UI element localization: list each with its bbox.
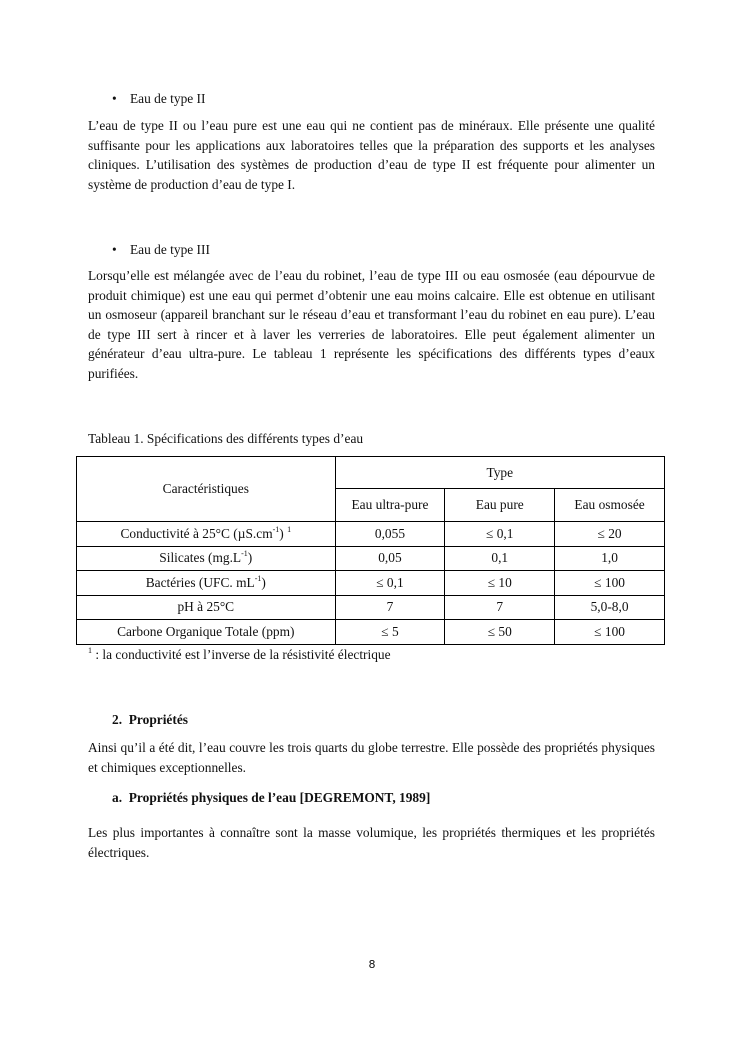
heading-title: Propriétés [128,712,188,727]
bullet-type-iii [112,242,210,258]
heading-proprietes [112,712,188,728]
cell-value: ≤ 100 [555,620,665,645]
row-label: Carbone Organique Totale (ppm) [77,620,336,645]
table-header-row [77,457,665,489]
heading-proprietes-physiques [112,790,430,806]
cell-value: ≤ 50 [445,620,555,645]
table-row [77,595,665,620]
bullet-dot: • [112,91,117,106]
row-label: Silicates $(mg.L^{-1})$ [77,546,336,571]
cell-value: ≤ 20 [555,522,665,547]
paragraph-proprietes-physiques: Les plus importantes à connaître sont la masse volumique, les propriétés thermiques et les propriétés électriques. [88,825,655,860]
cell-value: ≤ 0,1 [445,522,555,547]
page-number: 8 [368,958,376,971]
cell-value: 7 [335,595,445,620]
cell-value: 5,0-8,0 [555,595,665,620]
footnote-text: : la conductivité est l’inverse de la résistivité électrique [92,647,391,662]
bullet-type-ii-label: Eau de type II [130,91,206,106]
cell-value: ≤ 5 [335,620,445,645]
footnote-mark: 1 [88,646,92,655]
table-row [77,546,665,571]
cell-value: ≤ 10 [445,571,555,596]
specifications-table [76,456,665,645]
cell-value: 7 [445,595,555,620]
heading-letter: a. [112,790,123,805]
bullet-dot: • [112,242,117,257]
header-pure: Eau pure [445,489,555,522]
heading-title: Propriétés physiques de l’eau [DEGREMONT, 1989] [128,790,431,805]
row-label: Conductivité à 25°C $(\mu S.cm^{-1})$ $^1$ [77,522,336,547]
row-label: Bactéries (UFC. $mL^{-1}$) [77,571,336,596]
cell-value: 1,0 [555,546,665,571]
table-row [77,620,665,645]
paragraph-type-ii: L’eau de type II ou l’eau pure est une eau qui ne contient pas de minéraux. Elle présente une qualité suffisante pour les applications aux laboratoires telles que la préparation des supports et les analyses cliniques. L’utilisation des systèmes de production d’eau de type II est fréquente pour alimenter un système de production d’eau de type I. [88,118,655,192]
paragraph-proprietes: Ainsi qu’il a été dit, l’eau couvre les trois quarts du globe terrestre. Elle possède des propriétés physiques et chimiques exceptionnelles. [88,740,655,775]
footnote-ref: 1 [287,524,292,534]
header-ultra-pure: Eau ultra-pure [335,489,445,522]
heading-number: 2. [112,712,123,727]
cell-value: 0,055 [335,522,445,547]
table-footnote [88,647,391,663]
table-row [77,571,665,596]
header-characteristics: Caractéristiques [77,457,336,522]
cell-value: 0,1 [445,546,555,571]
bullet-type-ii [112,91,205,107]
header-osmosee: Eau osmosée [555,489,665,522]
bullet-type-iii-label: Eau de type III [130,242,210,257]
cell-value: ≤ 100 [555,571,665,596]
cell-value: ≤ 0,1 [335,571,445,596]
row-label: pH à 25°C [77,595,336,620]
header-type: Type [335,457,664,489]
paragraph-type-iii: Lorsqu’elle est mélangée avec de l’eau du robinet, l’eau de type III ou eau osmosée (eau dépourvue de produit chimique) est une eau qui permet d’obtenir une eau moins calcaire. Elle est obtenue en utilisant un osmoseur (appareil branchant sur le réseau d’eau et transformant l’eau du robinet en eau pure). L’eau de type III sert à rincer et à laver les verreries de laboratoires. Elle peut également alimenter un générateur d’eau ultra-pure. Le tableau 1 représente les spécifications des différents types d’eaux purifiées. [88,268,655,381]
table-row [77,522,665,547]
table-caption: Tableau 1. Spécifications des différents types d’eau [88,431,364,446]
cell-value: 0,05 [335,546,445,571]
